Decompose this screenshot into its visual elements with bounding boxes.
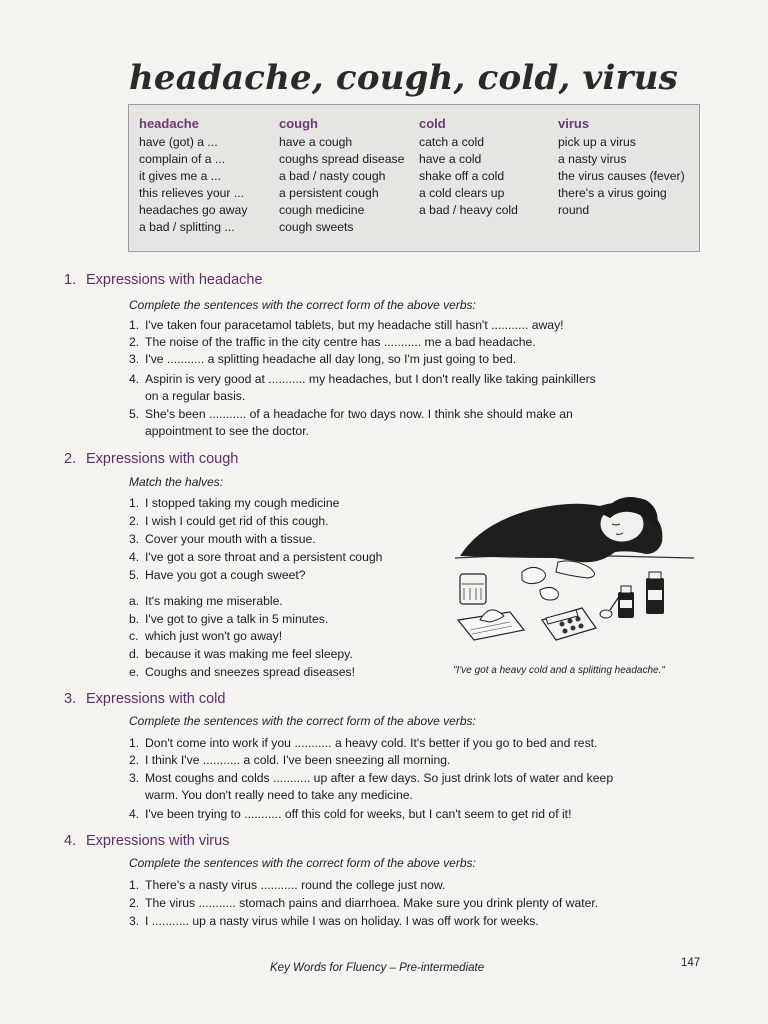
section-heading-cold [64, 691, 225, 707]
vocab-column-heading: cold [419, 116, 446, 131]
vocab-item: a bad / splitting ... [139, 220, 235, 234]
exercise-item [129, 735, 597, 752]
answer-text: I've got to give a talk in 5 minutes. [145, 612, 329, 626]
vocab-item: a cold clears up [419, 186, 505, 200]
item-number: 3. [129, 352, 140, 366]
page-title: headache, cough, cold, virus [129, 58, 678, 98]
vocab-item: the virus causes (fever) [558, 169, 685, 183]
vocab-item: this relieves your ... [139, 186, 244, 200]
match-item [129, 513, 329, 530]
item-text: Have you got a cough sweet? [145, 568, 306, 582]
answer-text: because it was making me feel sleepy. [145, 647, 353, 661]
item-text: Most coughs and colds ........... up after a few days. So just drink lots of water and keep [145, 771, 614, 785]
exercise-item [129, 913, 539, 930]
vocab-column-headache [139, 115, 247, 236]
section-title: Expressions with headache [86, 272, 263, 288]
section-instruction: Complete the sentences with the correct form of the above verbs: [129, 298, 476, 312]
item-text: I think I've ........... a cold. I've been sneezing all morning. [145, 753, 451, 767]
vocab-item: have (got) a ... [139, 135, 218, 149]
answer-letter: c. [129, 629, 139, 643]
section-heading-virus [64, 833, 229, 849]
item-text: She's been ........... of a headache for two days now. I think she should make an [145, 407, 573, 421]
vocab-item: it gives me a ... [139, 169, 221, 183]
answer-text: It's making me miserable. [145, 594, 283, 608]
illustration-caption: "I've got a heavy cold and a splitting headache." [453, 665, 665, 676]
section-number: 3. [64, 691, 77, 707]
vocab-item: have a cough [279, 135, 353, 149]
vocab-item: coughs spread disease [279, 152, 405, 166]
item-text-continued: on a regular basis. [145, 389, 246, 403]
exercise-item [129, 895, 598, 912]
item-text: I stopped taking my cough medicine [145, 496, 340, 510]
section-instruction: Match the halves: [129, 475, 224, 489]
item-number: 3. [129, 914, 140, 928]
sick-man-illustration [450, 480, 700, 660]
item-number: 1. [129, 736, 140, 750]
match-answer [129, 593, 283, 610]
vocab-item: cough medicine [279, 203, 365, 217]
item-text: I've taken four paracetamol tablets, but my headache still hasn't ........... away! [145, 318, 564, 332]
item-number: 1. [129, 318, 140, 332]
exercise-item [129, 406, 573, 440]
section-title: Expressions with virus [86, 833, 230, 849]
vocab-item: a nasty virus [558, 152, 627, 166]
footer-book-title: Key Words for Fluency – Pre-intermediate [270, 962, 485, 974]
exercise-item [129, 770, 613, 804]
vocab-item: a persistent cough [279, 186, 379, 200]
vocabulary-box [128, 104, 700, 252]
item-number: 1. [129, 878, 140, 892]
match-item [129, 567, 306, 584]
section-number: 2. [64, 451, 77, 467]
answer-text: Coughs and sneezes spread diseases! [145, 665, 356, 679]
item-text: There's a nasty virus ........... round the college just now. [145, 878, 446, 892]
item-text: I've been trying to ........... off this cold for weeks, but I can't seem to get rid of it! [145, 807, 572, 821]
item-text: Aspirin is very good at ........... my headaches, but I don't really like taking painkillers [145, 372, 596, 386]
page-number: 147 [681, 957, 701, 969]
item-number: 4. [129, 807, 140, 821]
match-item [129, 495, 339, 512]
match-item [129, 531, 316, 548]
vocab-column-heading: cough [279, 116, 318, 131]
item-number: 4. [129, 550, 140, 564]
answer-text: which just won't go away! [145, 629, 283, 643]
vocab-item: have a cold [419, 152, 482, 166]
vocab-item: pick up a virus [558, 135, 636, 149]
vocab-column-virus [558, 115, 685, 219]
exercise-item [129, 371, 596, 405]
item-text: I've ........... a splitting headache all day long, so I'm just going to bed. [145, 352, 517, 366]
vocab-item: shake off a cold [419, 169, 505, 183]
vocab-item: a bad / nasty cough [279, 169, 386, 183]
item-text-continued: warm. You don't really need to take any medicine. [145, 788, 413, 802]
match-answer [129, 628, 282, 645]
vocab-column-heading: headache [139, 116, 199, 131]
item-text: Cover your mouth with a tissue. [145, 532, 316, 546]
vocab-item: catch a cold [419, 135, 485, 149]
vocab-column-cold [419, 115, 518, 219]
vocab-column-cough [279, 115, 404, 236]
item-number: 4. [129, 372, 140, 386]
item-number: 5. [129, 568, 140, 582]
item-number: 1. [129, 496, 140, 510]
item-number: 2. [129, 514, 140, 528]
vocab-item: a bad / heavy cold [419, 203, 518, 217]
item-number: 5. [129, 407, 140, 421]
answer-letter: d. [129, 647, 140, 661]
vocab-item: headaches go away [139, 203, 248, 217]
match-answer [129, 646, 353, 663]
exercise-item [129, 317, 564, 334]
vocab-item: cough sweets [279, 220, 354, 234]
item-text: I wish I could get rid of this cough. [145, 514, 329, 528]
section-instruction: Complete the sentences with the correct form of the above verbs: [129, 714, 476, 728]
item-text: I've got a sore throat and a persistent cough [145, 550, 383, 564]
item-text-continued: appointment to see the doctor. [145, 424, 309, 438]
match-answer [129, 664, 355, 681]
item-text: The virus ........... stomach pains and diarrhoea. Make sure you drink plenty of water. [145, 896, 599, 910]
exercise-item [129, 334, 536, 351]
match-item [129, 549, 382, 566]
item-text: Don't come into work if you ........... a heavy cold. It's better if you go to bed and rest. [145, 736, 598, 750]
exercise-item [129, 806, 571, 823]
vocab-item: complain of a ... [139, 152, 226, 166]
item-number: 2. [129, 896, 140, 910]
exercise-item [129, 877, 445, 894]
answer-letter: b. [129, 612, 140, 626]
item-text: The noise of the traffic in the city centre has ........... me a bad headache. [145, 335, 536, 349]
section-heading-headache [64, 272, 263, 288]
section-number: 4. [64, 833, 77, 849]
item-text: I ........... up a nasty virus while I was on holiday. I was off work for weeks. [145, 914, 539, 928]
section-number: 1. [64, 272, 77, 288]
vocab-item: round [558, 203, 590, 217]
item-number: 2. [129, 753, 140, 767]
answer-letter: a. [129, 594, 140, 608]
section-title: Expressions with cough [86, 451, 239, 467]
answer-letter: e. [129, 665, 140, 679]
exercise-item [129, 351, 516, 368]
item-number: 2. [129, 335, 140, 349]
section-instruction: Complete the sentences with the correct form of the above verbs: [129, 856, 476, 870]
vocab-column-heading: virus [558, 116, 590, 131]
section-heading-cough [64, 451, 238, 467]
match-answer [129, 611, 328, 628]
item-number: 3. [129, 771, 140, 785]
vocab-item: there's a virus going [558, 186, 667, 200]
section-title: Expressions with cold [86, 691, 226, 707]
exercise-item [129, 752, 450, 769]
item-number: 3. [129, 532, 140, 546]
